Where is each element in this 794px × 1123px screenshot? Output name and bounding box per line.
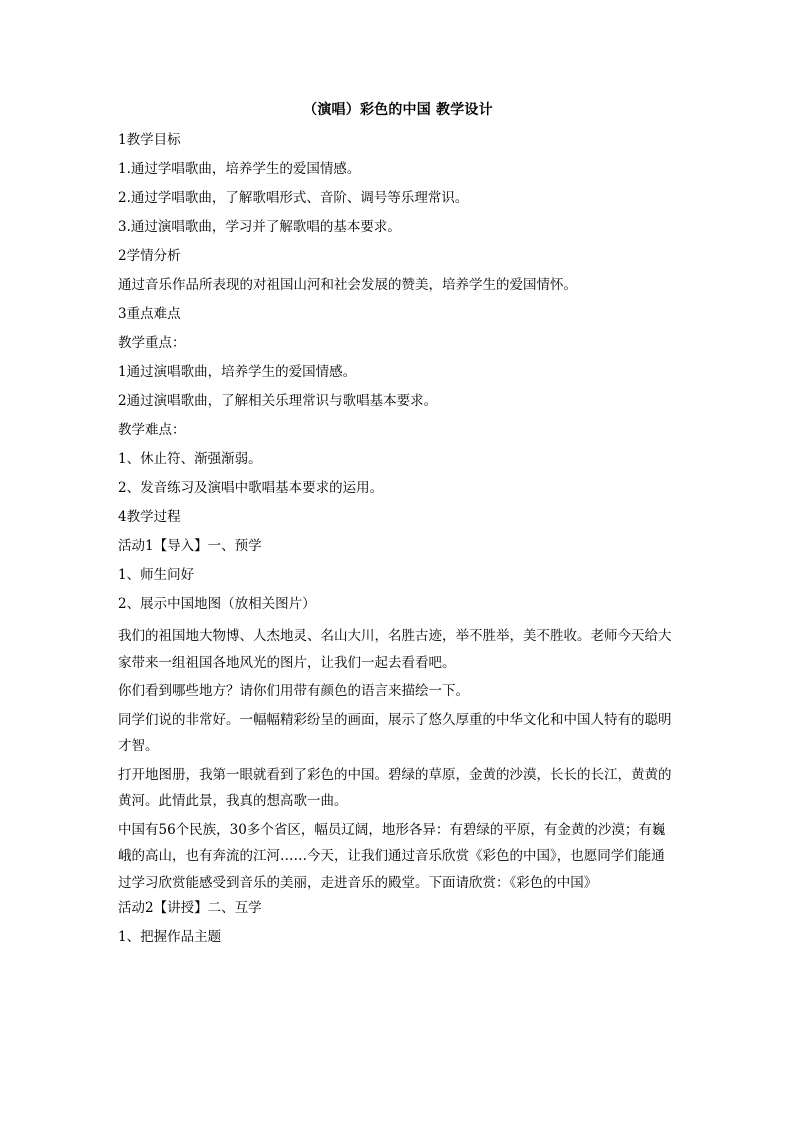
difficulties-label: 教学难点： <box>118 422 186 438</box>
activity-2-heading: 活动2【讲授】二、互学 <box>118 900 262 916</box>
difficulty-item-2: 2、发音练习及演唱中歌唱基本要求的运用。 <box>118 480 384 496</box>
objective-item-2: 2.通过学唱歌曲，了解歌唱形式、音阶、调号等乐理常识。 <box>118 190 469 206</box>
document-page <box>118 100 678 956</box>
body-paragraph-4: 打开地图册，我第一眼就看到了彩色的中国。碧绿的草原，金黄的沙漠，长长的长江，黄黄的黄河。此情此景，我真的想高歌一曲。 <box>118 766 672 809</box>
objective-item-1: 1.通过学唱歌曲，培养学生的爱国情感。 <box>118 161 361 177</box>
activity-1-heading: 活动1【导入】一、预学 <box>118 538 262 554</box>
activity-1-step-2: 2、展示中国地图（放相关图片） <box>118 596 316 612</box>
section-heading-process: 4教学过程 <box>118 509 181 525</box>
difficulty-item-1: 1、休止符、渐强渐弱。 <box>118 451 262 467</box>
document-title: （演唱）彩色的中国 教学设计 <box>303 102 493 118</box>
section-heading-objectives: 1教学目标 <box>118 132 181 148</box>
body-paragraph-1: 我们的祖国地大物博、人杰地灵、名山大川，名胜古迹，举不胜举，美不胜收。老师今天给大家带来一组祖国各地风光的图片，让我们一起去看看吧。 <box>118 628 672 671</box>
body-paragraph-2: 你们看到哪些地方？请你们用带有颜色的语言来描绘一下。 <box>118 683 469 699</box>
body-paragraph-5: 中国有56个民族，30多个省区，幅员辽阔，地形各异：有碧绿的平原，有金黄的沙漠；有巍峨的高山，也有奔流的江河……今天，让我们通过音乐欣赏《彩色的中国》，也愿同学们能通过学习欣赏能感受到音乐的美丽，走进音乐的殿堂。下面请欣赏：《彩色的中国》 <box>118 821 666 891</box>
key-points-label: 教学重点： <box>118 335 186 351</box>
activity-2-step-1: 1、把握作品主题 <box>118 929 222 945</box>
section-heading-key-points: 3重点难点 <box>118 306 181 322</box>
analysis-text: 通过音乐作品所表现的对祖国山河和社会发展的赞美，培养学生的爱国情怀。 <box>118 277 577 293</box>
body-paragraph-3: 同学们说的非常好。一幅幅精彩纷呈的画面，展示了悠久厚重的中华文化和中国人特有的聪明才智。 <box>118 711 672 754</box>
key-point-item-1: 1通过演唱歌曲，培养学生的爱国情感。 <box>118 364 357 380</box>
key-point-item-2: 2通过演唱歌曲，了解相关乐理常识与歌唱基本要求。 <box>118 393 438 409</box>
objective-item-3: 3.通过演唱歌曲，学习并了解歌唱的基本要求。 <box>118 219 401 235</box>
section-heading-analysis: 2学情分析 <box>118 248 181 264</box>
activity-1-step-1: 1、师生问好 <box>118 567 195 583</box>
